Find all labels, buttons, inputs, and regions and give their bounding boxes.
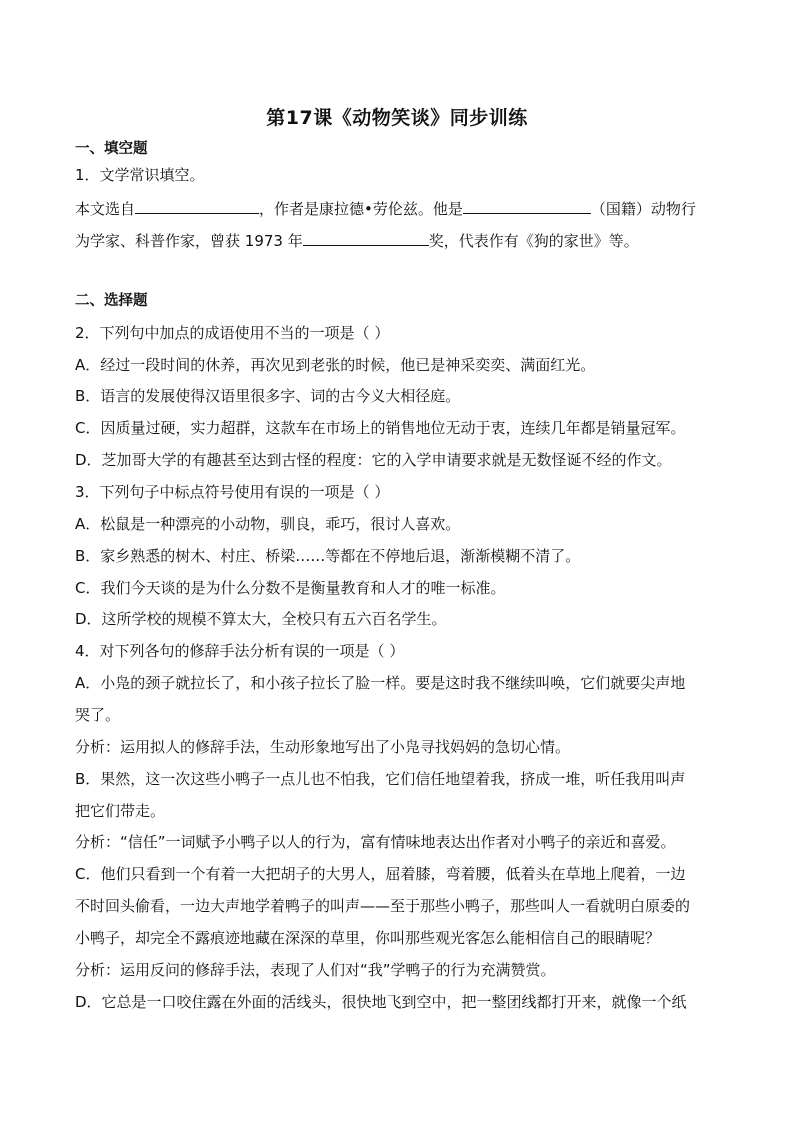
question-1-text: （国籍）动物行 bbox=[590, 200, 696, 218]
question-4-option-c-line-3: 小鸭子，却完全不露痕迹地藏在深深的草里，你叫那些观光客怎么能相信自己的眼睛呢？ bbox=[75, 929, 661, 947]
question-2-option-c: C．因质量过硬，实力超群，这款车在市场上的销售地位无动于衷，连续几年都是销量冠军。 bbox=[75, 419, 686, 437]
question-4-option-c-analysis: 分析：运用反问的修辞手法，表现了人们对“我”学鸭子的行为充满赞赏。 bbox=[75, 961, 556, 979]
page-title: 第17课《动物笑谈》同步训练 bbox=[266, 107, 528, 129]
question-3-option-a: A．松鼠是一种漂亮的小动物，驯良，乖巧，很讨人喜欢。 bbox=[75, 515, 461, 533]
question-4-option-a-line-1: A．小凫的颈子就拉长了，和小孩子拉长了脸一样。要是这时我不继续叫唤，它们就要尖声地 bbox=[75, 674, 686, 692]
question-2-option-b: B．语言的发展使得汉语里很多字、词的古今义大相径庭。 bbox=[75, 387, 461, 405]
question-3-stem: 3．下列句子中标点符号使用有误的一项是（ ） bbox=[75, 483, 390, 501]
answer-blank-prize bbox=[303, 228, 429, 246]
question-1-stem: 1．文学常识填空。 bbox=[75, 166, 205, 184]
question-4-option-c-line-2: 不时回头偷看，一边大声地学着鸭子的叫声——至于那些小鸭子，那些叫人一看就明白原委的 bbox=[75, 897, 691, 915]
question-1-text: ，作者是康拉德•劳伦兹。他是 bbox=[259, 200, 463, 218]
question-1-text: 本文选自 bbox=[75, 200, 136, 218]
section-heading-fill-in: 一、填空题 bbox=[75, 141, 148, 157]
question-2-option-d: D．芝加哥大学的有趣甚至达到古怪的程度：它的入学申请要求就是无数怪诞不经的作文。 bbox=[75, 451, 672, 469]
question-4-option-c-line-1: C．他们只看到一个有着一大把胡子的大男人，屈着膝，弯着腰，低着头在草地上爬着，一边 bbox=[75, 865, 686, 883]
question-4-option-b-line-1: B．果然，这一次这些小鸭子一点儿也不怕我，它们信任地望着我，挤成一堆，听任我用叫声 bbox=[75, 770, 686, 788]
question-1-text: 奖，代表作有《狗的家世》等。 bbox=[428, 232, 639, 250]
question-3-option-c: C．我们今天谈的是为什么分数不是衡量教育和人才的唯一标准。 bbox=[75, 579, 506, 597]
question-2-option-a: A．经过一段时间的休养，再次见到老张的时候，他已是神采奕奕、满面红光。 bbox=[75, 356, 596, 374]
question-3-option-b: B．家乡熟悉的树木、村庄、桥梁……等都在不停地后退，渐渐模糊不清了。 bbox=[75, 547, 581, 565]
question-1-line-1 bbox=[75, 196, 725, 220]
question-1-text: 为学家、科普作家，曾获 1973 年 bbox=[75, 232, 303, 250]
question-4-option-a-analysis: 分析：运用拟人的修辞手法，生动形象地写出了小凫寻找妈妈的急切心情。 bbox=[75, 738, 571, 756]
question-4-option-a-line-2: 哭了。 bbox=[75, 706, 121, 724]
question-4-option-d-line-1: D．它总是一口咬住露在外面的活线头，很快地飞到空中，把一整团线都打开来，就像一个纸 bbox=[75, 993, 687, 1011]
section-heading-choice: 二、选择题 bbox=[75, 293, 148, 309]
question-4-stem: 4．对下列各句的修辞手法分析有误的一项是（ ） bbox=[75, 642, 405, 660]
question-3-option-d: D．这所学校的规模不算太大，全校只有五六百名学生。 bbox=[75, 610, 447, 628]
question-4-option-b-analysis: 分析：“信任”一词赋予小鸭子以人的行为，富有情味地表达出作者对小鸭子的亲近和喜爱。 bbox=[75, 833, 676, 851]
question-1-line-2 bbox=[75, 228, 725, 252]
question-4-option-b-line-2: 把它们带走。 bbox=[75, 802, 166, 820]
question-2-stem: 2．下列句中加点的成语使用不当的一项是（ ） bbox=[75, 324, 390, 342]
answer-blank-nationality bbox=[463, 196, 591, 214]
answer-blank-source bbox=[135, 196, 259, 214]
